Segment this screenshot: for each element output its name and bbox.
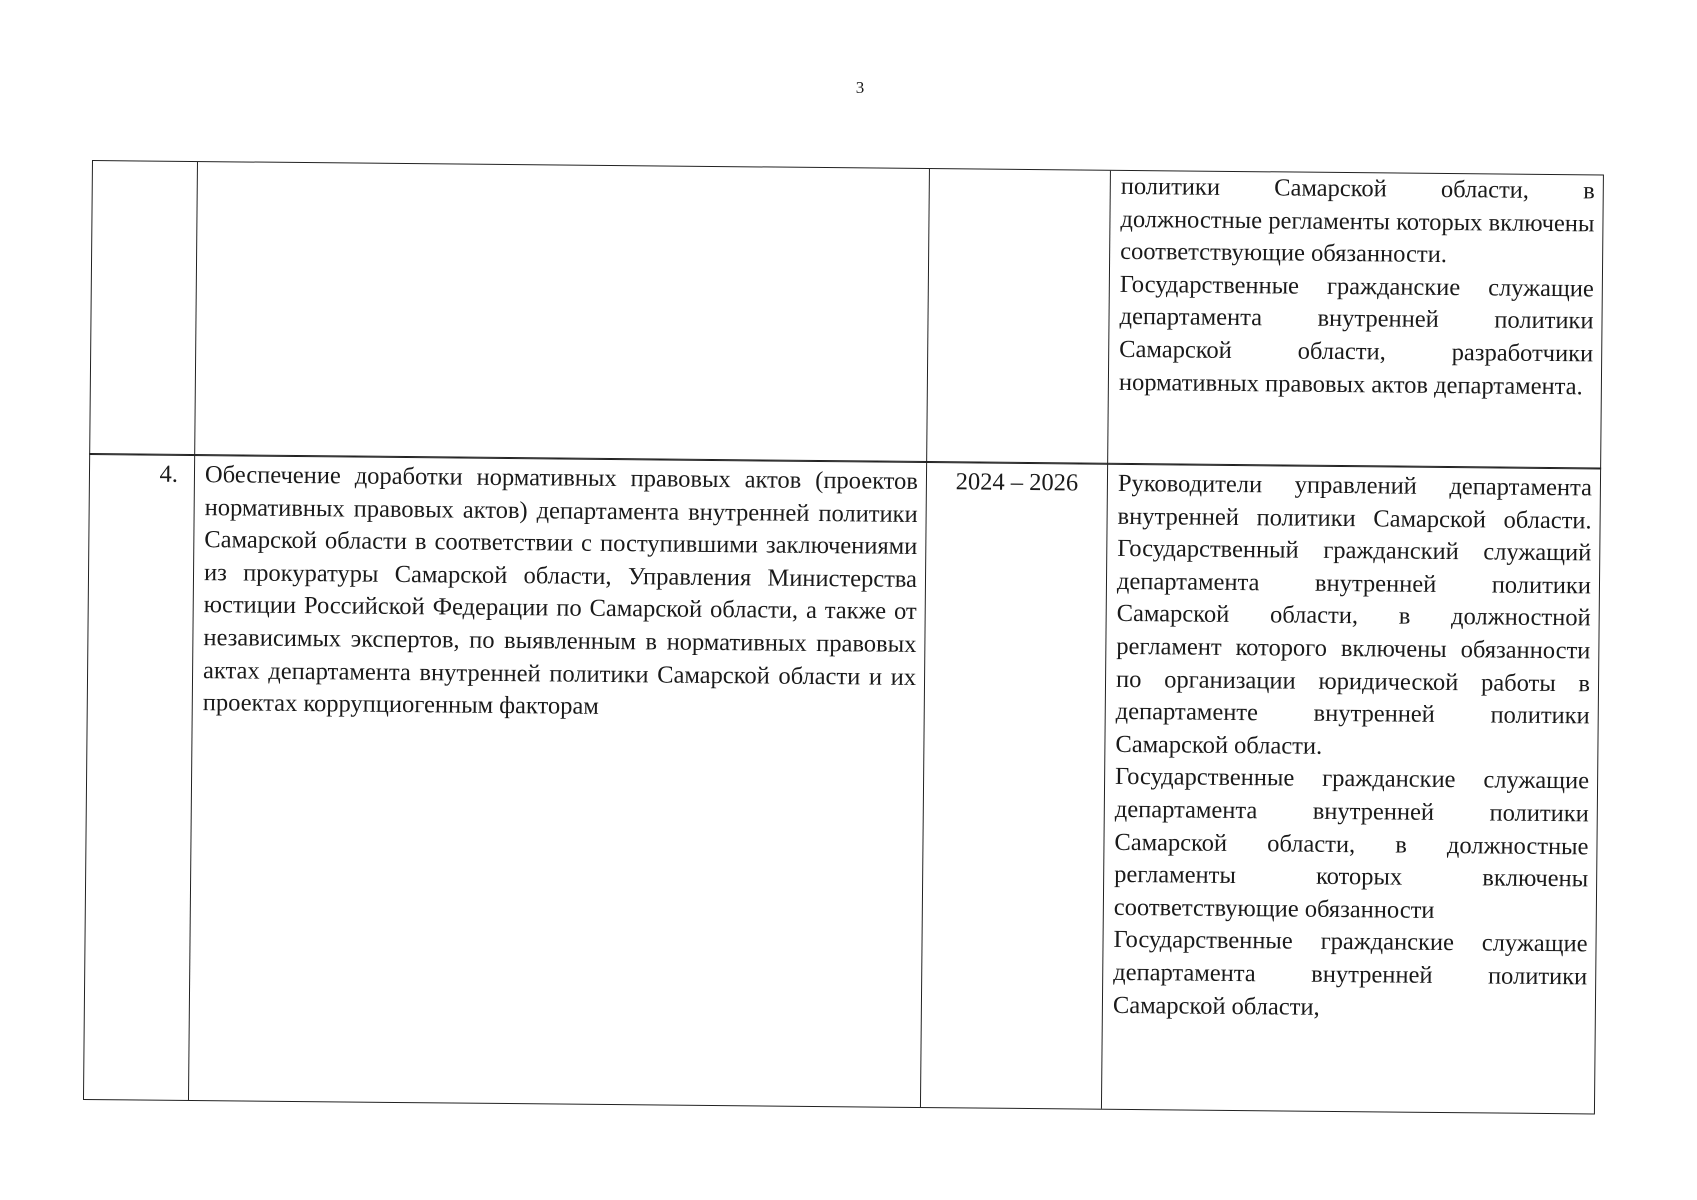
cell-responsible	[1101, 464, 1602, 1114]
period-value: 2024 – 2026	[955, 468, 1079, 497]
table-row-4	[83, 453, 1601, 1114]
responsible-paragraph: Государственные гражданские служащие департамента внутренней политики Самарской области,	[1112, 926, 1588, 1021]
row-number: 4.	[159, 460, 179, 488]
responsible-paragraph: Государственные гражданские служащие департамента внутренней политики Самарской области, в должностные регламенты которых включены соответствующие обязанности	[1113, 763, 1590, 924]
measure-description: Обеспечение доработки нормативных правовых актов (проектов нормативных правовых актов) департамента внутренней политики Самарской области в соответствии с поступившими заключениями из прокуратуры Самарской области, Управления Министерства юстиции Российской Федерации по Самарской области, а также от независимых экспертов, по выявленным в нормативных правовых актах департамента внутренней политики Самарской области и их проектах коррупциогенным факторам	[202, 461, 919, 721]
cell-period	[926, 169, 1110, 464]
cell-description	[194, 162, 929, 462]
measures-table	[83, 160, 1604, 1114]
cell-period	[920, 462, 1107, 1109]
cell-description	[188, 455, 926, 1107]
page-number: 3	[855, 78, 865, 97]
cell-responsible	[1107, 171, 1605, 469]
cell-number	[90, 161, 197, 455]
cell-number	[84, 454, 194, 1100]
responsible-paragraph: политики Самарской области, в должностные регламенты которых включены соответствующие обязанности.	[1120, 172, 1595, 269]
responsible-paragraph: Государственные гражданские служащие департамента внутренней политики Самарской области, разработчики нормативных правовых актов департамента.	[1118, 270, 1594, 400]
responsible-paragraph: Руководители управлений департамента внутренней политики Самарской области. Государственный гражданский служащий департамента внутренней политики Самарской области, в должностной регламент которого включены обязанности по организации юридической работы в департаменте внутренней политики Самарской области.	[1115, 469, 1593, 760]
table-row-continued	[89, 160, 1604, 470]
